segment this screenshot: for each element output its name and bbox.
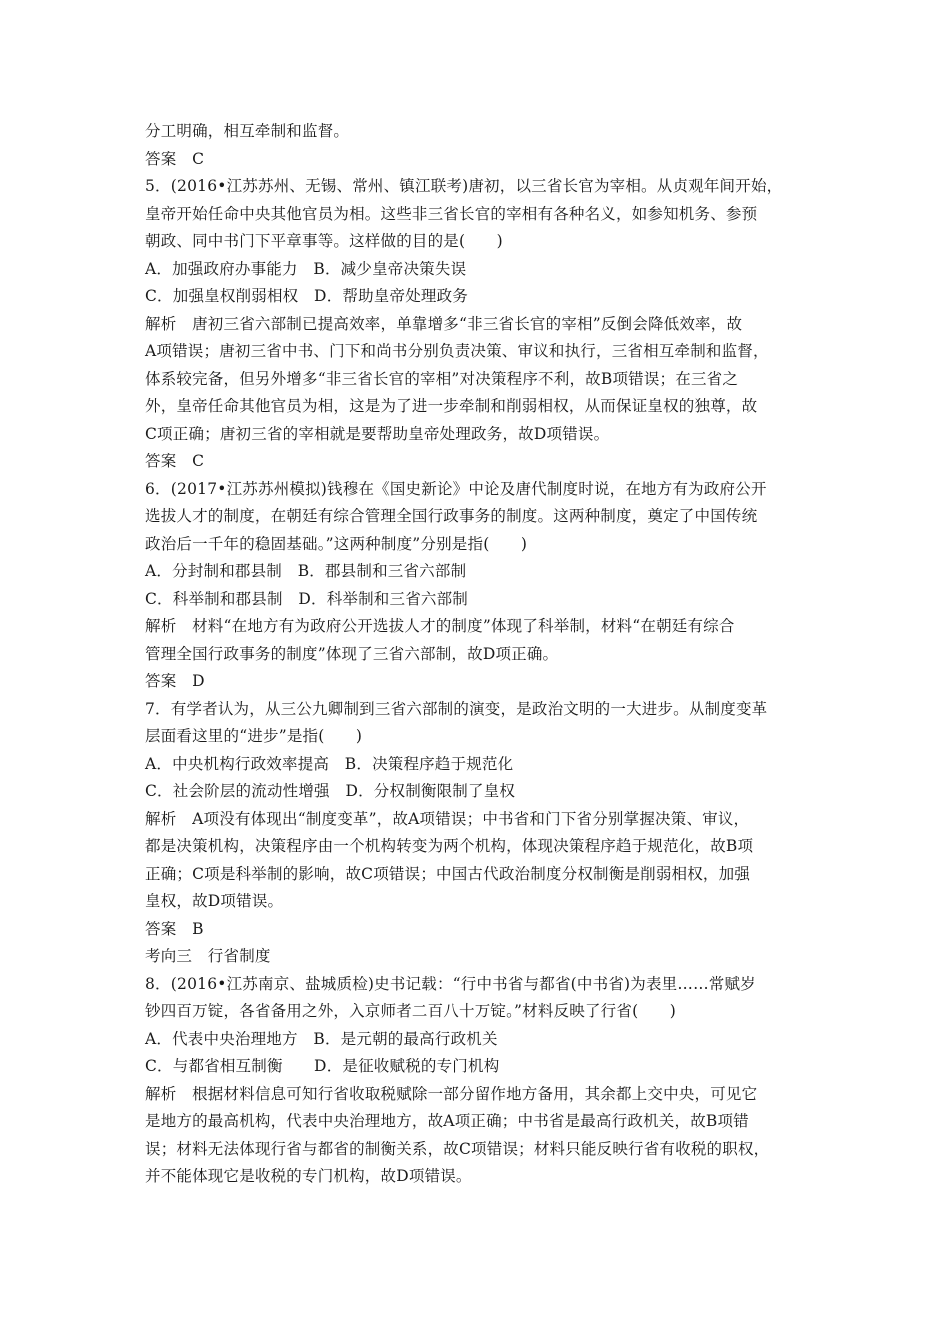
analysis-line: 管理全国行政事务的制度”体现了三省六部制，故D项正确。 (145, 644, 559, 663)
option-line: C．与都省相互制衡 D．是征收赋税的专门机构 (145, 1057, 500, 1075)
analysis-line: 皇权，故D项错误。 (145, 892, 284, 910)
answer-line: 答案 B (145, 919, 204, 938)
question-7-line: 层面看这里的“进步”是指( ) (145, 727, 363, 745)
answer-line: 答案 D (145, 672, 205, 690)
question-5-line: 朝政、同中书门下平章事等。这样做的目的是( ) (145, 232, 503, 250)
text-line: 分工明确，相互牵制和监督。 (145, 122, 350, 140)
analysis-line: C项正确；唐初三省的宰相就是要帮助皇帝处理政务，故D项错误。 (145, 424, 610, 443)
option-line: C．科举制和郡县制 D．科举制和三省六部制 (145, 589, 468, 608)
analysis-line: 是地方的最高机构，代表中央治理地方，故A项正确；中书省是最高行政机关，故B项错 (145, 1112, 749, 1130)
question-6-line: 6．(2017•江苏苏州模拟)钱穆在《国史新论》中论及唐代制度时说，在地方有为政府公开 (145, 479, 767, 498)
option-line: A．代表中央治理地方 B．是元朝的最高行政机关 (145, 1029, 498, 1048)
question-8-line: 钞四百万锭，各省备用之外，入京师者二百八十万锭。”材料反映了行省( ) (145, 1002, 676, 1020)
analysis-line: A项错误；唐初三省中书、门下和尚书分别负责决策、审议和执行，三省相互牵制和监督， (145, 342, 769, 360)
analysis-line: 体系较完备，但另外增多“非三省长官的宰相”对决策程序不利，故B项错误；在三省之 (145, 369, 739, 388)
analysis-line: 解析 材料“在地方有为政府公开选拔人才的制度”体现了科举制，材料“在朝廷有综合 (145, 617, 735, 635)
answer-line: 答案 C (145, 149, 205, 168)
analysis-line: 解析 唐初三省六部制已提高效率，单靠增多“非三省长官的宰相”反倒会降低效率，故 (145, 314, 743, 333)
analysis-line: 并不能体现它是收税的专门机构，故D项错误。 (145, 1167, 472, 1185)
question-5-line: 5．(2016•江苏苏州、无锡、常州、镇江联考)唐初，以三省长官为宰相。从贞观年间开始， (145, 177, 783, 195)
analysis-line: 解析 根据材料信息可知行省收取税赋除一部分留作地方备用，其余都上交中央，可见它 (145, 1084, 758, 1103)
analysis-line: 都是决策机构，决策程序由一个机构转变为两个机构，体现决策程序趋于规范化，故B项 (145, 837, 754, 855)
analysis-line: 误；材料无法体现行省与都省的制衡关系，故C项错误；材料只能反映行省有收税的职权， (145, 1139, 770, 1158)
question-8-line: 8．(2016•江苏南京、盐城质检)史书记载：“行中书省与都省(中书省)为表里……常赋岁 (145, 974, 756, 993)
analysis-line: 解析 A项没有体现出“制度变革”，故A项错误；中书省和门下省分别掌握决策、审议， (145, 809, 750, 828)
option-line: A．加强政府办事能力 B．减少皇帝决策失误 (145, 259, 467, 278)
document-page (145, 118, 825, 1191)
option-line: C．社会阶层的流动性增强 D．分权制衡限制了皇权 (145, 782, 516, 800)
option-line: C．加强皇权削弱相权 D．帮助皇帝处理政务 (145, 287, 468, 305)
question-6-line: 政治后一千年的稳固基础。”这两种制度”分别是指( ) (145, 534, 528, 553)
question-5-line: 皇帝开始任命中央其他官员为相。这些非三省长官的宰相有各种名义，如参知机务、参预 (145, 204, 758, 223)
option-line: A．中央机构行政效率提高 B．决策程序趋于规范化 (145, 754, 514, 773)
option-line: A．分封制和郡县制 B．郡县制和三省六部制 (145, 562, 467, 580)
analysis-line: 正确；C项是科举制的影响，故C项错误；中国古代政治制度分权制衡是削弱相权，加强 (145, 864, 751, 883)
question-7-line: 7．有学者认为，从三公九卿制到三省六部制的演变，是政治文明的一大进步。从制度变革 (145, 699, 768, 718)
question-6-line: 选拔人才的制度，在朝廷有综合管理全国行政事务的制度。这两种制度，奠定了中国传统 (145, 507, 758, 525)
answer-line: 答案 C (145, 452, 205, 470)
analysis-line: 外，皇帝任命其他官员为相，这是为了进一步牵制和削弱相权，从而保证皇权的独尊，故 (145, 397, 758, 415)
section-heading: 考向三 行省制度 (145, 947, 271, 965)
